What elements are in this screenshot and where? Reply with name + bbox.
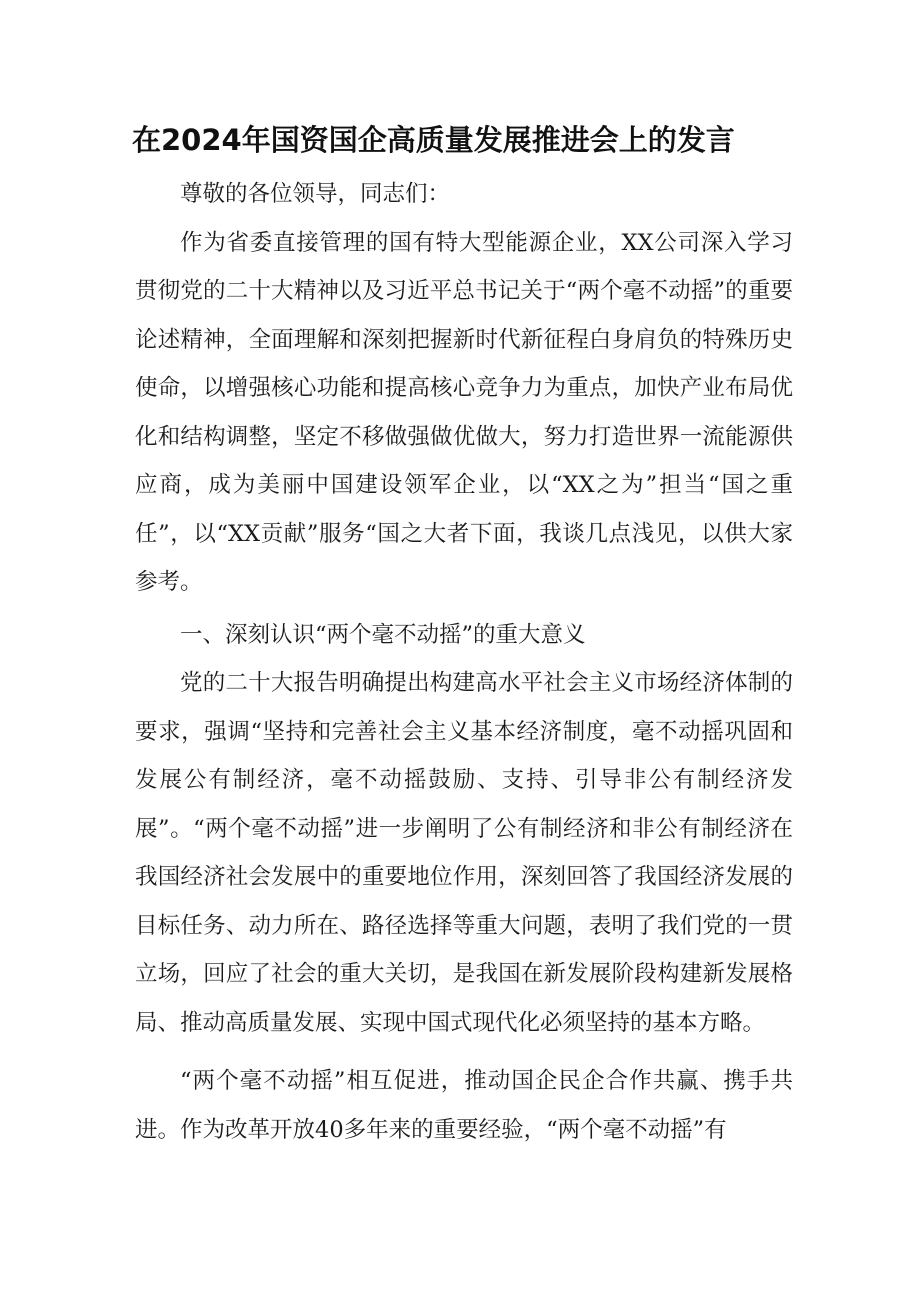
section-heading-1: 一、深刻认识“两个毫不动摇”的重大意义 — [180, 621, 586, 648]
paragraph-mutual-promotion: “两个毫不动摇”相互促进，推动国企民企合作共赢、携手共进。作为改革开放40多年来的重要经验，“两个毫不动摇”有 — [135, 1068, 793, 1143]
paragraph-intro: 作为省委直接管理的国有特大型能源企业，XX公司深入学习贯彻党的二十大精神以及习近平总书记关于“两个毫不动摇”的重要论述精神，全面理解和深刻把握新时代新征程白身肩负的特殊历史使命，以增强核心功能和提高核心竞争力为重点，加快产业布局优化和结构调整，坚定不移做强做优做大，努力打造世界一流能源供应商，成为美丽中国建设领军企业，以“XX之为”担当“国之重任”，以“XX贡献”服务“国之大者下面，我谈几点浅见，以供大家参考。 — [135, 229, 793, 595]
paragraph-section-1: 党的二十大报告明确提出构建高水平社会主义市场经济体制的要求，强调“坚持和完善社会主义基本经济制度，毫不动摇巩固和发展公有制经济，毫不动摇鼓励、支持、引导非公有制经济发展”。“两个毫不动摇”进一步阐明了公有制经济和非公有制经济在我国经济社会发展中的重要地位作用，深刻回答了我国经济发展的目标任务、动力所在、路径选择等重大问题，表明了我们党的一贯立场，回应了社会的重大关切，是我国在新发展阶段构建新发展格局、推动高质量发展、实现中国式现代化必须坚持的基本方略。 — [135, 670, 793, 1036]
salutation: 尊敬的各位领导，同志们： — [180, 181, 451, 207]
document-body — [135, 170, 793, 1154]
document-title: 在2024年国资国企高质量发展推进会上的发言 — [132, 123, 735, 157]
